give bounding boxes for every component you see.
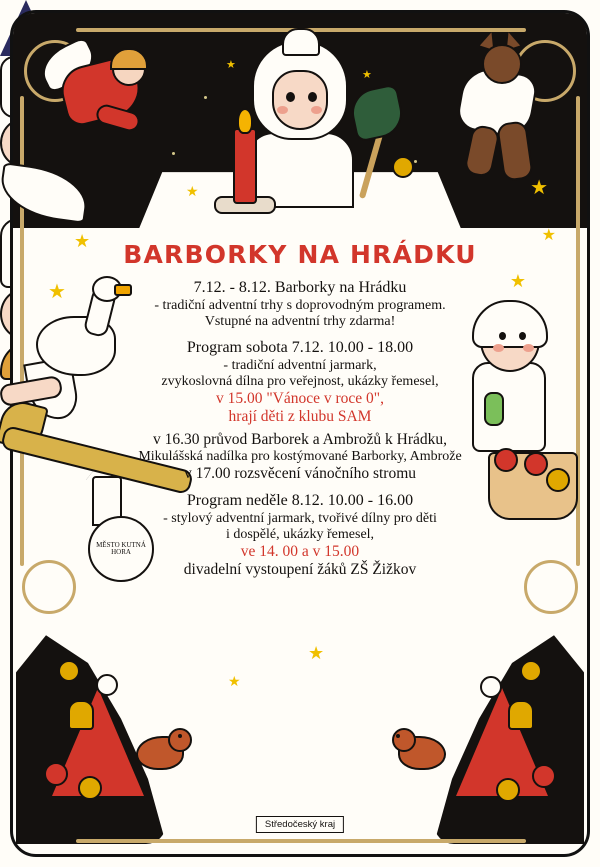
barborka-icon (493, 344, 504, 352)
bird-icon (392, 728, 416, 752)
ornament-icon (480, 676, 502, 698)
poster-text-block (120, 240, 480, 579)
barborka-icon (277, 106, 288, 114)
star-icon: ★ (541, 227, 556, 244)
poster-line-highlight: ve 14. 00 a v 15.00 (240, 543, 360, 561)
ornament-icon (96, 674, 118, 696)
star-icon: ★ (74, 231, 91, 251)
barborka-icon (311, 106, 322, 114)
devil-icon (482, 44, 522, 84)
apple-icon (546, 468, 570, 492)
frame-gold-line (76, 839, 526, 843)
ornament-icon (58, 660, 80, 682)
poster-line: zvykoslovná dílna pro veřejnost, ukázky řemesel, (161, 373, 439, 389)
bird-icon (168, 728, 192, 752)
ornament-icon (520, 660, 542, 682)
apple-icon (496, 778, 520, 802)
apple-icon (392, 156, 414, 178)
poster-line: - stylový adventní jarmark, tvořivé dílny pro děti (163, 510, 437, 526)
candle-icon (233, 128, 257, 204)
credit-badge: Středočeský kraj (256, 816, 344, 833)
poster-line: i dospělé, ukázky řemesel, (225, 526, 375, 542)
town-seal-label: MĚSTO KUTNÁ HORA (96, 540, 146, 556)
swirl-decoration (22, 560, 76, 614)
swirl-decoration (524, 560, 578, 614)
barborka-icon (282, 28, 320, 56)
star-icon: ★ (228, 675, 241, 690)
barborka-icon (272, 70, 328, 130)
poster-line-highlight: hrají děti z klubu SAM (228, 408, 372, 425)
star-icon: ★ (226, 59, 236, 71)
star-icon: ★ (308, 643, 325, 663)
star-icon: ★ (362, 69, 372, 81)
star-icon: ★ (530, 177, 548, 199)
poster-line: v 16.30 průvod Barborek a Ambrožů k Hrádku, (152, 430, 447, 448)
bell-icon (508, 700, 534, 730)
barborka-icon (523, 344, 534, 352)
poster-line: v 17.00 rozsvěcení vánočního stromu (183, 465, 416, 483)
poster-line: Program neděle 8.12. 10.00 - 16.00 (186, 492, 414, 510)
poster-line: Mikulášská nadílka pro kostýmované Barborky, Ambrože (138, 448, 462, 464)
barborka-icon (308, 92, 317, 102)
poster-line: 7.12. - 8.12. Barborky na Hrádku (193, 279, 407, 296)
poster-line: Vstupné na adventní trhy zdarma! (204, 313, 396, 329)
bird-icon (396, 734, 400, 738)
barborka-icon (286, 92, 295, 102)
page-title: BARBORKY NA HRÁDKU (123, 240, 477, 269)
apple-icon (78, 776, 102, 800)
apple-icon (524, 452, 548, 476)
bell-icon (68, 700, 94, 730)
apple-icon (532, 764, 556, 788)
pear-icon (484, 392, 504, 426)
poster-line: - tradiční adventní trhy s doprovodným programem. (154, 297, 446, 313)
star-icon: ★ (186, 185, 199, 200)
barborka-icon (519, 332, 526, 340)
apple-icon (494, 448, 518, 472)
bird-icon (178, 734, 182, 738)
barborka-icon (499, 332, 506, 340)
poster-line: divadelní vystoupení žáků ZŠ Žižkov (183, 561, 417, 579)
poster-line-highlight: v 15.00 "Vánoce v roce 0", (215, 390, 385, 408)
poster-line: - tradiční adventní jarmark, (223, 357, 377, 373)
poster-line: Program sobota 7.12. 10.00 - 18.00 (186, 339, 414, 357)
star-icon: ★ (509, 271, 526, 291)
apple-icon (44, 762, 68, 786)
candle-icon (237, 108, 253, 134)
star-icon: ★ (48, 281, 66, 303)
